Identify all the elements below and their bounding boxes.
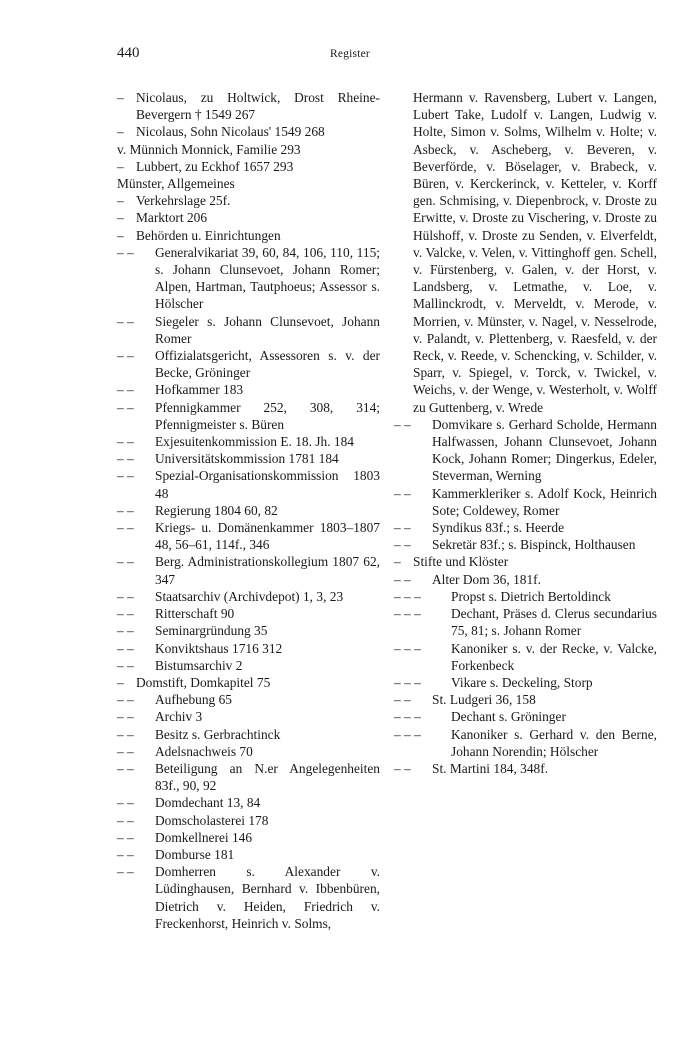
index-entry: [117, 519, 380, 553]
index-entry: [117, 450, 380, 467]
entry-text: Domkellnerei 146: [155, 829, 253, 845]
entry-text: Siegeler s. Johann Clunsevoet, Johann Romer: [155, 313, 380, 346]
index-entry: [117, 726, 380, 743]
entry-text: Propst s. Dietrich Bertoldinck: [451, 588, 611, 604]
entry-text: Alter Dom 36, 181f.: [432, 571, 541, 587]
entry-text: Domvikare s. Gerhard Scholde, Hermann Halfwassen, Johann Clunsevoet, Johann Kock, Johann Romer; Dingerkus, Edeler, Steverman, Werning: [432, 416, 657, 484]
hierarchy-dashes: – –: [117, 726, 134, 742]
hierarchy-dashes: – –: [117, 588, 134, 604]
hierarchy-dashes: – –: [117, 554, 134, 570]
index-entry: [117, 381, 380, 398]
hierarchy-dashes: – –: [394, 571, 411, 587]
index-entry: [117, 89, 380, 123]
index-entry: [117, 760, 380, 794]
index-entry: [117, 192, 380, 209]
index-entry: [394, 760, 657, 777]
entry-text: Besitz s. Gerbrachtinck: [155, 726, 281, 742]
hierarchy-dashes: – –: [117, 451, 134, 467]
entry-text: St. Martini 184, 348f.: [432, 760, 549, 776]
entry-text: Berg. Administrationskollegium 1807 62, 347: [155, 554, 380, 587]
index-entry: [394, 536, 657, 553]
hierarchy-dashes: – –: [394, 760, 411, 776]
entry-text: Dechant, Präses d. Clerus secundarius 75, 81; s. Johann Romer: [451, 606, 657, 639]
index-entry: [394, 640, 657, 674]
hierarchy-dashes: – –: [117, 846, 134, 862]
index-entry: [117, 708, 380, 725]
entry-text: v. Münnich Monnick, Familie 293: [117, 141, 301, 157]
entry-text: Münster, Allgemeines: [117, 176, 235, 192]
hierarchy-dashes: – –: [117, 640, 134, 656]
hierarchy-dashes: –: [394, 554, 401, 570]
hierarchy-dashes: – –: [117, 623, 134, 639]
entry-text: Syndikus 83f.; s. Heerde: [432, 520, 565, 536]
hierarchy-dashes: – –: [394, 485, 411, 501]
index-entry: [117, 794, 380, 811]
hierarchy-dashes: – –: [117, 468, 134, 484]
entry-text: Sekretär 83f.; s. Bispinck, Holthausen: [432, 537, 636, 553]
entry-text: Nicolaus, zu Holtwick, Drost Rheine-Bevergern † 1549 267: [136, 90, 380, 123]
entry-text: Lubbert, zu Eckhof 1657 293: [136, 158, 294, 174]
index-column-right: [394, 89, 657, 777]
entry-text: Kammerkleriker s. Adolf Kock, Heinrich Sote; Coldewey, Romer: [432, 485, 657, 518]
entry-text: Domscholasterei 178: [155, 812, 269, 828]
hierarchy-dashes: –: [117, 124, 124, 140]
index-entry: [394, 708, 657, 725]
index-entry: [394, 605, 657, 639]
index-entry: [117, 123, 380, 140]
index-entry: [117, 158, 380, 175]
index-entry: [117, 640, 380, 657]
hierarchy-dashes: – –: [117, 502, 134, 518]
index-entry: [117, 674, 380, 691]
hierarchy-dashes: – – –: [394, 588, 421, 604]
index-entry: [394, 416, 657, 485]
entry-text: Exjesuitenkommission E. 18. Jh. 184: [155, 434, 354, 450]
hierarchy-dashes: – –: [117, 434, 134, 450]
hierarchy-dashes: – – –: [394, 709, 421, 725]
entry-text: Dechant s. Gröninger: [451, 709, 566, 725]
entry-text: Spezial-Organisationskommission 1803 48: [155, 468, 380, 501]
hierarchy-dashes: – –: [117, 348, 134, 364]
index-entry: [117, 743, 380, 760]
hierarchy-dashes: – –: [117, 399, 134, 415]
index-entry: [394, 519, 657, 536]
hierarchy-dashes: –: [117, 193, 124, 209]
hierarchy-dashes: – – –: [394, 606, 421, 622]
index-entry: [117, 313, 380, 347]
entry-text: Regierung 1804 60, 82: [155, 502, 278, 518]
entry-text: Beteiligung an N.er Angelegenheiten 83f., 90, 92: [155, 760, 380, 794]
hierarchy-dashes: –: [117, 210, 124, 226]
index-entry: [117, 209, 380, 226]
index-entry: [117, 244, 380, 313]
hierarchy-dashes: – –: [394, 537, 411, 553]
index-entry: [117, 812, 380, 829]
index-entry: [394, 588, 657, 605]
entry-text: Verkehrslage 25f.: [136, 193, 231, 209]
index-entry: [117, 399, 380, 433]
hierarchy-dashes: – –: [117, 692, 134, 708]
entry-text: Nicolaus, Sohn Nicolaus' 1549 268: [136, 124, 325, 140]
hierarchy-dashes: – –: [117, 657, 134, 673]
index-entry: [117, 467, 380, 501]
entry-text: Aufhebung 65: [155, 692, 232, 708]
hierarchy-dashes: – –: [117, 812, 134, 828]
index-entry: [394, 485, 657, 519]
index-entry: [117, 502, 380, 519]
index-entry: [394, 571, 657, 588]
index-entry: [117, 347, 380, 381]
index-entry: [394, 691, 657, 708]
hierarchy-dashes: – –: [394, 416, 411, 432]
hierarchy-dashes: – –: [117, 795, 134, 811]
entry-text: Kanoniker s. v. der Recke, v. Valcke, Forkenbeck: [451, 640, 657, 673]
entry-text: Hermann v. Ravensberg, Lubert v. Langen, Lubert Take, Ludolf v. Langen, Ludwig v. Holte, Simon v. Solms, Wilhelm v. Holte; v. Asbeck, v. Ascheberg, v. Beveren, v. Beverförde, v. Böselager, v. Brabeck, v. Büren, v. Kerckerinck, v. Ketteler, v. Korff gen. Schmising, v. Diepenbrock, v. Droste zu Erwitte, v. Droste zu Vischering, v. Droste zu Hülshoff, v. Droste zu Senden, v. Elverfeldt, v. Valcke, v. Velen, v. Vittinghoff gen. Schell, v. Fürstenberg, v. Galen, v. der Horst, v. Landsberg, v. Letmathe, v. Loe, v. Mallinckrodt, v. Merveldt, v. Merode, v. Morrien, v. Münster, v. Nagel, v. Nesselrode, v. Palandt, v. Plettenberg, v. Raesfeld, v. der Reck, v. Reede, v. Schencking, v. Schilder, v. Sparr, v. Spiegel, v. Torck, v. Twickel, v. Weichs, v. der Wenge, v. Westerholt, v. Wolff zu Guttenberg, v. Wrede: [413, 90, 657, 415]
index-entry: [117, 588, 380, 605]
hierarchy-dashes: – –: [117, 382, 134, 398]
entry-text: Adelsnachweis 70: [155, 743, 253, 759]
entry-text: Ritterschaft 90: [155, 606, 235, 622]
entry-text: Archiv 3: [155, 709, 203, 725]
entry-text: Pfennigkammer 252, 308, 314; Pfennigmeister s. Büren: [155, 399, 380, 432]
index-entry: [117, 141, 380, 158]
hierarchy-dashes: – –: [117, 743, 134, 759]
hierarchy-dashes: – –: [117, 864, 134, 880]
hierarchy-dashes: – –: [117, 520, 134, 536]
entry-text: Universitätskommission 1781 184: [155, 451, 339, 467]
hierarchy-dashes: –: [117, 158, 124, 174]
index-entry: [394, 726, 657, 760]
entry-text: Behörden u. Einrichtungen: [136, 227, 281, 243]
index-entry: [394, 674, 657, 691]
hierarchy-dashes: –: [117, 674, 124, 690]
hierarchy-dashes: – –: [117, 606, 134, 622]
index-entry: [117, 553, 380, 587]
index-entry: [117, 829, 380, 846]
page-number: 440: [117, 45, 140, 61]
entry-text: Domstift, Domkapitel 75: [136, 674, 271, 690]
hierarchy-dashes: – – –: [394, 674, 421, 690]
index-entry: [117, 657, 380, 674]
hierarchy-dashes: – – –: [394, 640, 421, 656]
entry-text: Domdechant 13, 84: [155, 795, 261, 811]
hierarchy-dashes: –: [117, 227, 124, 243]
entry-text: Hofkammer 183: [155, 382, 244, 398]
index-entry: [394, 89, 657, 416]
entry-text: Kanoniker s. Gerhard v. den Berne, Johann Norendin; Hölscher: [451, 726, 657, 759]
hierarchy-dashes: –: [117, 90, 124, 105]
hierarchy-dashes: – – –: [394, 726, 421, 742]
index-entry: [117, 863, 380, 932]
entry-text: Bistumsarchiv 2: [155, 657, 243, 673]
hierarchy-dashes: – –: [117, 244, 134, 260]
entry-text: Vikare s. Deckeling, Storp: [451, 674, 593, 690]
entry-text: Domherren s. Alexander v. Lüdinghausen, Bernhard v. Ibbenbüren, Dietrich v. Heiden, Friedrich v. Freckenhorst, Heinrich v. Solms,: [155, 864, 380, 931]
hierarchy-dashes: – –: [117, 709, 134, 725]
index-entry: [117, 175, 380, 192]
hierarchy-dashes: – –: [117, 760, 134, 776]
hierarchy-dashes: – –: [117, 829, 134, 845]
index-entry: [117, 433, 380, 450]
index-column-left: [117, 89, 380, 932]
entry-text: Stifte und Klöster: [413, 554, 509, 570]
index-entry: [117, 846, 380, 863]
running-title: Register: [330, 48, 370, 60]
entry-text: Kriegs- u. Domänenkammer 1803–1807 48, 56–61, 114f., 346: [155, 520, 380, 553]
entry-text: Staatsarchiv (Archivdepot) 1, 3, 23: [155, 588, 344, 604]
entry-text: Konviktshaus 1716 312: [155, 640, 283, 656]
index-entry: [117, 622, 380, 639]
entry-text: Generalvikariat 39, 60, 84, 106, 110, 115; s. Johann Clunsevoet, Johann Romer; Alpen, Hartman, Tautphoeus; Assessor s. Hölscher: [155, 244, 380, 312]
index-entry: [117, 605, 380, 622]
entry-text: Marktort 206: [136, 210, 208, 226]
entry-text: Domburse 181: [155, 846, 235, 862]
hierarchy-dashes: – –: [394, 692, 411, 708]
entry-text: St. Ludgeri 36, 158: [432, 692, 536, 708]
index-entry: [117, 227, 380, 244]
index-entry: [394, 553, 657, 570]
index-entry: [117, 691, 380, 708]
entry-text: Offizialatsgericht, Assessoren s. v. der Becke, Gröninger: [155, 348, 380, 381]
hierarchy-dashes: – –: [394, 520, 411, 536]
entry-text: Seminargründung 35: [155, 623, 268, 639]
hierarchy-dashes: – –: [117, 313, 134, 329]
